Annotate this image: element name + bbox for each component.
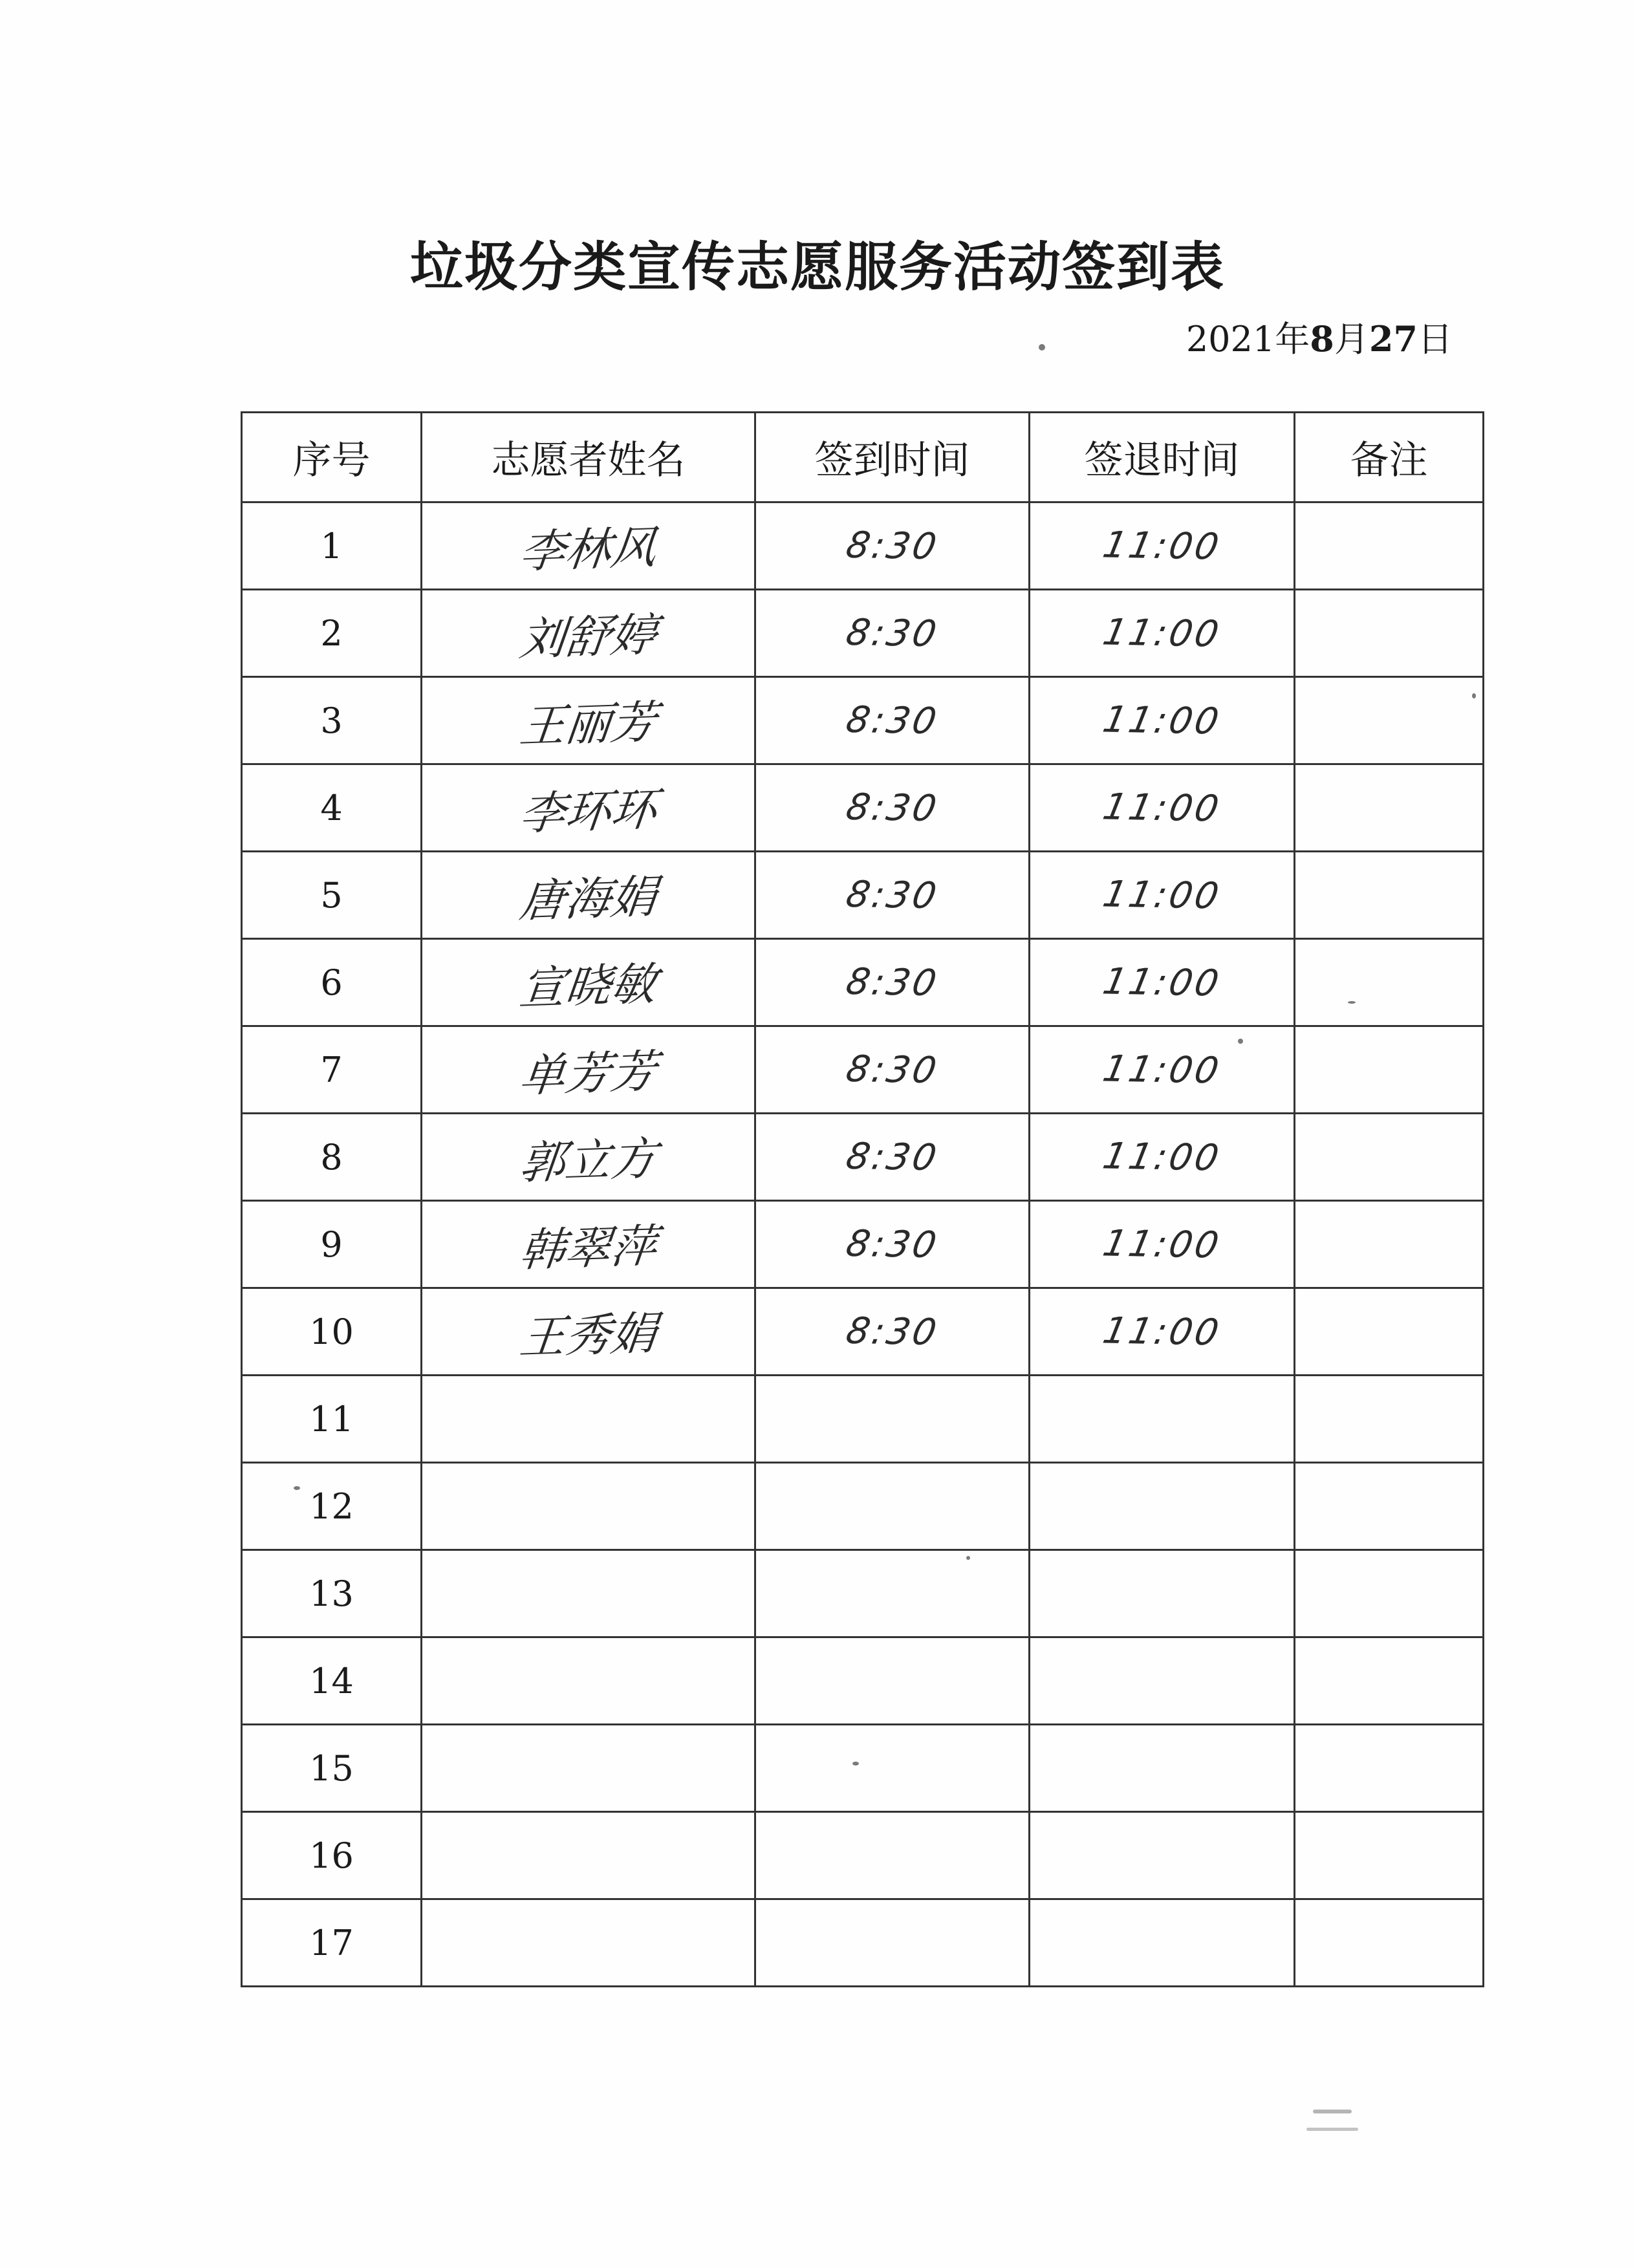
row-index-cell: 4 — [242, 764, 422, 852]
row-checkout-cell — [1030, 1026, 1295, 1114]
row-checkin-cell — [755, 677, 1030, 764]
table-row — [242, 764, 1484, 852]
date-year: 2021 — [1186, 319, 1275, 360]
handwritten-checkin-time: 8:30 — [842, 786, 942, 830]
handwritten-checkout-time: 11:00 — [1099, 1134, 1225, 1180]
table-row — [242, 677, 1484, 764]
row-checkin-cell — [755, 1550, 1030, 1637]
row-checkout-cell — [1030, 502, 1295, 590]
row-checkin-cell — [755, 1376, 1030, 1463]
row-name-cell — [422, 1725, 755, 1812]
row-checkin-cell — [755, 939, 1030, 1026]
row-index-cell: 9 — [242, 1201, 422, 1288]
row-checkout-cell — [1030, 939, 1295, 1026]
table-row — [242, 1725, 1484, 1812]
row-note-cell — [1295, 1376, 1484, 1463]
row-index-cell: 7 — [242, 1026, 422, 1114]
handwritten-checkout-time: 11:00 — [1099, 698, 1225, 743]
scan-speck — [1039, 344, 1045, 351]
table-body — [242, 502, 1484, 1987]
handwritten-name: 王丽芳 — [517, 695, 659, 753]
header-checkout-time: 签退时间 — [1030, 413, 1295, 502]
table-row — [242, 590, 1484, 677]
row-index-cell: 3 — [242, 677, 422, 764]
handwritten-name: 郭立方 — [517, 1131, 659, 1190]
scan-speck — [294, 1486, 300, 1490]
row-note-cell — [1295, 852, 1484, 939]
handwritten-name: 王秀娟 — [517, 1306, 659, 1365]
handwritten-checkout-time: 11:00 — [1099, 960, 1225, 1005]
row-name-cell — [422, 939, 755, 1026]
row-checkin-cell — [755, 1812, 1030, 1899]
row-note-cell — [1295, 1201, 1484, 1288]
row-name-cell — [422, 1288, 755, 1376]
handwritten-name: 李林风 — [517, 520, 659, 579]
handwritten-name: 单芳芳 — [517, 1044, 659, 1103]
row-checkout-cell — [1030, 1637, 1295, 1725]
date-year-unit: 年 — [1275, 319, 1310, 360]
row-checkout-cell — [1030, 1725, 1295, 1812]
row-checkin-cell — [755, 1637, 1030, 1725]
row-note-cell — [1295, 764, 1484, 852]
row-checkin-cell — [755, 1114, 1030, 1201]
row-index-cell: 12 — [242, 1463, 422, 1550]
row-index-cell: 2 — [242, 590, 422, 677]
row-name-cell — [422, 1201, 755, 1288]
row-note-cell — [1295, 1899, 1484, 1987]
row-note-cell — [1295, 939, 1484, 1026]
row-checkin-cell — [755, 1725, 1030, 1812]
table-row — [242, 1114, 1484, 1201]
row-note-cell — [1295, 1463, 1484, 1550]
row-index-cell: 11 — [242, 1376, 422, 1463]
handwritten-checkout-time: 11:00 — [1099, 610, 1225, 656]
row-note-cell — [1295, 502, 1484, 590]
row-index-cell: 16 — [242, 1812, 422, 1899]
row-note-cell — [1295, 1725, 1484, 1812]
row-name-cell — [422, 1026, 755, 1114]
row-name-cell — [422, 1114, 755, 1201]
document-title: 垃圾分类宣传志愿服务活动签到表 — [409, 236, 1225, 298]
scan-speck — [852, 1762, 859, 1766]
row-name-cell — [422, 1637, 755, 1725]
handwritten-name: 宣晓敏 — [517, 956, 659, 1015]
row-index-cell: 15 — [242, 1725, 422, 1812]
scan-speck — [966, 1556, 970, 1560]
row-note-cell — [1295, 677, 1484, 764]
row-checkout-cell — [1030, 677, 1295, 764]
handwritten-checkin-time: 8:30 — [842, 873, 942, 917]
row-name-cell — [422, 1376, 755, 1463]
handwritten-name: 韩翠萍 — [517, 1218, 659, 1277]
row-note-cell — [1295, 1026, 1484, 1114]
row-note-cell — [1295, 1114, 1484, 1201]
row-note-cell — [1295, 1550, 1484, 1637]
handwritten-checkin-time: 8:30 — [842, 1135, 942, 1179]
table-row — [242, 852, 1484, 939]
row-name-cell — [422, 502, 755, 590]
row-index-cell: 14 — [242, 1637, 422, 1725]
row-checkin-cell — [755, 764, 1030, 852]
handwritten-checkin-time: 8:30 — [842, 524, 942, 568]
handwritten-checkout-time: 11:00 — [1099, 1222, 1225, 1267]
row-checkin-cell — [755, 502, 1030, 590]
handwritten-name: 刘舒婷 — [517, 607, 659, 666]
row-checkout-cell — [1030, 1899, 1295, 1987]
row-checkin-cell — [755, 1288, 1030, 1376]
row-checkout-cell — [1030, 1376, 1295, 1463]
table-header-row — [242, 413, 1484, 502]
row-note-cell — [1295, 1637, 1484, 1725]
scan-speck — [1472, 693, 1476, 698]
scan-speck — [1306, 2128, 1358, 2131]
row-index-cell: 17 — [242, 1899, 422, 1987]
row-checkin-cell — [755, 1201, 1030, 1288]
handwritten-checkin-time: 8:30 — [842, 960, 942, 1004]
table-row — [242, 1288, 1484, 1376]
handwritten-name: 唐海娟 — [517, 869, 659, 928]
row-checkin-cell — [755, 590, 1030, 677]
handwritten-name: 李环环 — [517, 782, 659, 841]
row-checkout-cell — [1030, 1463, 1295, 1550]
table-row — [242, 1550, 1484, 1637]
row-note-cell — [1295, 1812, 1484, 1899]
table-row — [242, 1899, 1484, 1987]
row-name-cell — [422, 590, 755, 677]
header-note: 备注 — [1295, 413, 1484, 502]
date-day-unit: 日 — [1418, 319, 1453, 360]
row-checkout-cell — [1030, 764, 1295, 852]
handwritten-checkin-time: 8:30 — [842, 1310, 942, 1354]
table-row — [242, 939, 1484, 1026]
row-checkout-cell — [1030, 590, 1295, 677]
row-index-cell: 6 — [242, 939, 422, 1026]
handwritten-checkin-time: 8:30 — [842, 1048, 942, 1092]
handwritten-checkin-time: 8:30 — [842, 1222, 942, 1266]
table-row — [242, 1201, 1484, 1288]
handwritten-checkin-time: 8:30 — [842, 611, 942, 655]
row-name-cell — [422, 1550, 755, 1637]
row-checkin-cell — [755, 1463, 1030, 1550]
handwritten-checkout-time: 11:00 — [1099, 1047, 1225, 1092]
row-checkout-cell — [1030, 1201, 1295, 1288]
scan-speck — [1313, 2110, 1352, 2113]
sign-in-table — [241, 411, 1484, 1987]
row-name-cell — [422, 1812, 755, 1899]
row-name-cell — [422, 764, 755, 852]
row-name-cell — [422, 1899, 755, 1987]
row-checkin-cell — [755, 1899, 1030, 1987]
row-name-cell — [422, 1463, 755, 1550]
row-name-cell — [422, 852, 755, 939]
table-row — [242, 502, 1484, 590]
date-day: 27 — [1369, 318, 1418, 360]
date-month-unit: 月 — [1334, 319, 1369, 360]
table-row — [242, 1463, 1484, 1550]
table-row — [242, 1812, 1484, 1899]
scan-speck — [1238, 1039, 1243, 1044]
row-note-cell — [1295, 590, 1484, 677]
row-checkout-cell — [1030, 1812, 1295, 1899]
row-checkout-cell — [1030, 1550, 1295, 1637]
row-index-cell: 13 — [242, 1550, 422, 1637]
row-index-cell: 8 — [242, 1114, 422, 1201]
handwritten-checkout-time: 11:00 — [1099, 1309, 1225, 1354]
table-row — [242, 1026, 1484, 1114]
handwritten-checkin-time: 8:30 — [842, 698, 942, 742]
row-index-cell: 1 — [242, 502, 422, 590]
row-checkout-cell — [1030, 852, 1295, 939]
table-row — [242, 1637, 1484, 1725]
row-checkout-cell — [1030, 1288, 1295, 1376]
row-index-cell: 5 — [242, 852, 422, 939]
handwritten-checkout-time: 11:00 — [1099, 785, 1225, 830]
row-index-cell: 10 — [242, 1288, 422, 1376]
header-index: 序号 — [242, 413, 422, 502]
date-month: 8 — [1310, 318, 1334, 360]
scan-speck — [1348, 1001, 1356, 1004]
header-checkin-time: 签到时间 — [755, 413, 1030, 502]
handwritten-checkout-time: 11:00 — [1099, 523, 1225, 568]
row-checkin-cell — [755, 1026, 1030, 1114]
row-note-cell — [1295, 1288, 1484, 1376]
header-volunteer-name: 志愿者姓名 — [422, 413, 755, 502]
row-name-cell — [422, 677, 755, 764]
row-checkin-cell — [755, 852, 1030, 939]
handwritten-checkout-time: 11:00 — [1099, 872, 1225, 918]
table-row — [242, 1376, 1484, 1463]
document-date — [1186, 312, 1453, 362]
row-checkout-cell — [1030, 1114, 1295, 1201]
